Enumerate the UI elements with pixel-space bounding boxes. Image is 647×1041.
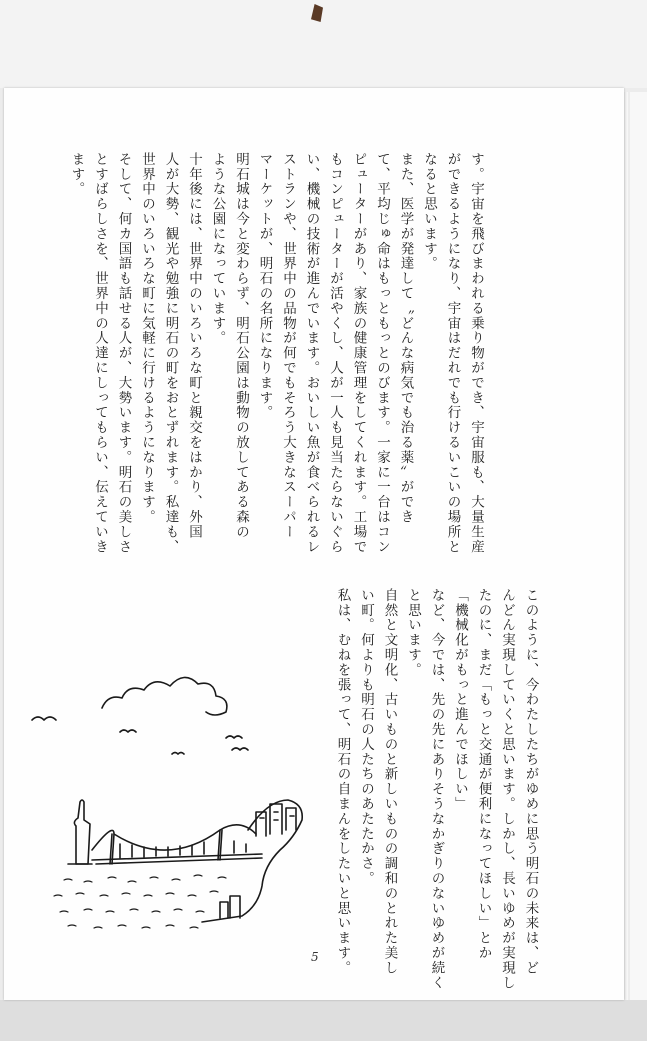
upper-text-line: て、平均じゅ命はもっともっとのびます。一家に一台はコン [374,152,390,555]
upper-text-line: い、機械の技術が進んでいます。おいしい魚が食べられるレ [303,152,320,555]
bird-icon [32,717,56,720]
lower-text-line: と思います。 [405,588,421,678]
upper-text-line: ができるようになり、宇宙はだれでも行けるいこいの場所と [444,152,461,555]
scan-bottom-background [0,1000,647,1041]
upper-text-line: そして、何カ国語も話せる人が、大勢います。明石の美しさ [115,152,132,555]
lower-text-line: たのに、まだ「もっと交通が便利になってほしい」とか [475,588,492,961]
lower-text-block [330,588,542,991]
upper-text-line: ピューターがあり、家族の健康管理をしてくれます。工場で [350,152,367,555]
coastline-icon [202,800,302,922]
lower-text-line: 「機械化がもっと進んでほしい」 [452,588,468,812]
upper-text-line: ストランや、世界中の品物が何でもそろう大きなスーパー [280,152,296,540]
lower-text-line: い町。何よりも明石の人たちのあたたかさ。 [358,588,374,886]
upper-text-line: マーケットが、明石の名所になります。 [256,152,273,421]
bird-icon [172,753,184,755]
upper-text-line: また、医学が発達して〝どんな病気でも治る薬〟ができ [397,152,414,525]
lower-text-line: んどん実現していくと思います。しかし、長いゆめが実現し [499,588,515,991]
lower-text-line: 自然と文明化、古いものと新しいものの調和のとれた美し [381,588,398,976]
upper-text-line: 十年後には、世界中のいろいろな町と親交をはかり、外国 [186,152,202,540]
lower-text-line: 私は、むねを張って、明石の自まんをしたいと思います。 [334,588,351,976]
lower-text-line: など、今では、先の先にありそうなかぎりのないゆめが続く [428,588,445,991]
upper-text-line: ます。 [68,152,85,197]
upper-text-line: す。宇宙を飛びまわれる乗り物ができ、宇宙服も、大量生産 [468,152,484,555]
upper-text-line: 世界中のいろいろな町に気軽に行けるようになります。 [139,152,155,525]
page-number: 5 [311,950,319,964]
sea-waves-icon [54,875,226,928]
scan-background [0,0,647,88]
bird-icon [226,736,242,738]
upper-text-line: 人が大勢、観光や勉強に明石の町をおとずれます。私達も、 [162,152,179,555]
bird-icon [120,730,136,732]
akashi-strait-bridge-illustration [24,650,324,940]
upper-text-line: ような公園になっています。 [209,152,226,346]
lower-text-line: このように、今わたしたちがゆめに思う明石の未来は、ど [522,588,539,976]
building-icon [220,896,240,918]
upper-text-line: なると思います。 [421,152,437,272]
bird-icon [232,748,248,750]
upper-text-block [64,152,487,582]
next-page-edge [630,92,647,1000]
upper-text-line: とすばらしさを、世界中の人達にしってもらい、伝えていき [92,152,108,555]
upper-text-line: 明石城は今と変わらず、明石公園は動物の放してある森の [233,152,249,540]
upper-text-line: もコンピューターが活やくし、人が一人も見当たらないぐら [327,152,343,555]
statue-icon [74,800,90,864]
cloud-icon [102,677,227,715]
